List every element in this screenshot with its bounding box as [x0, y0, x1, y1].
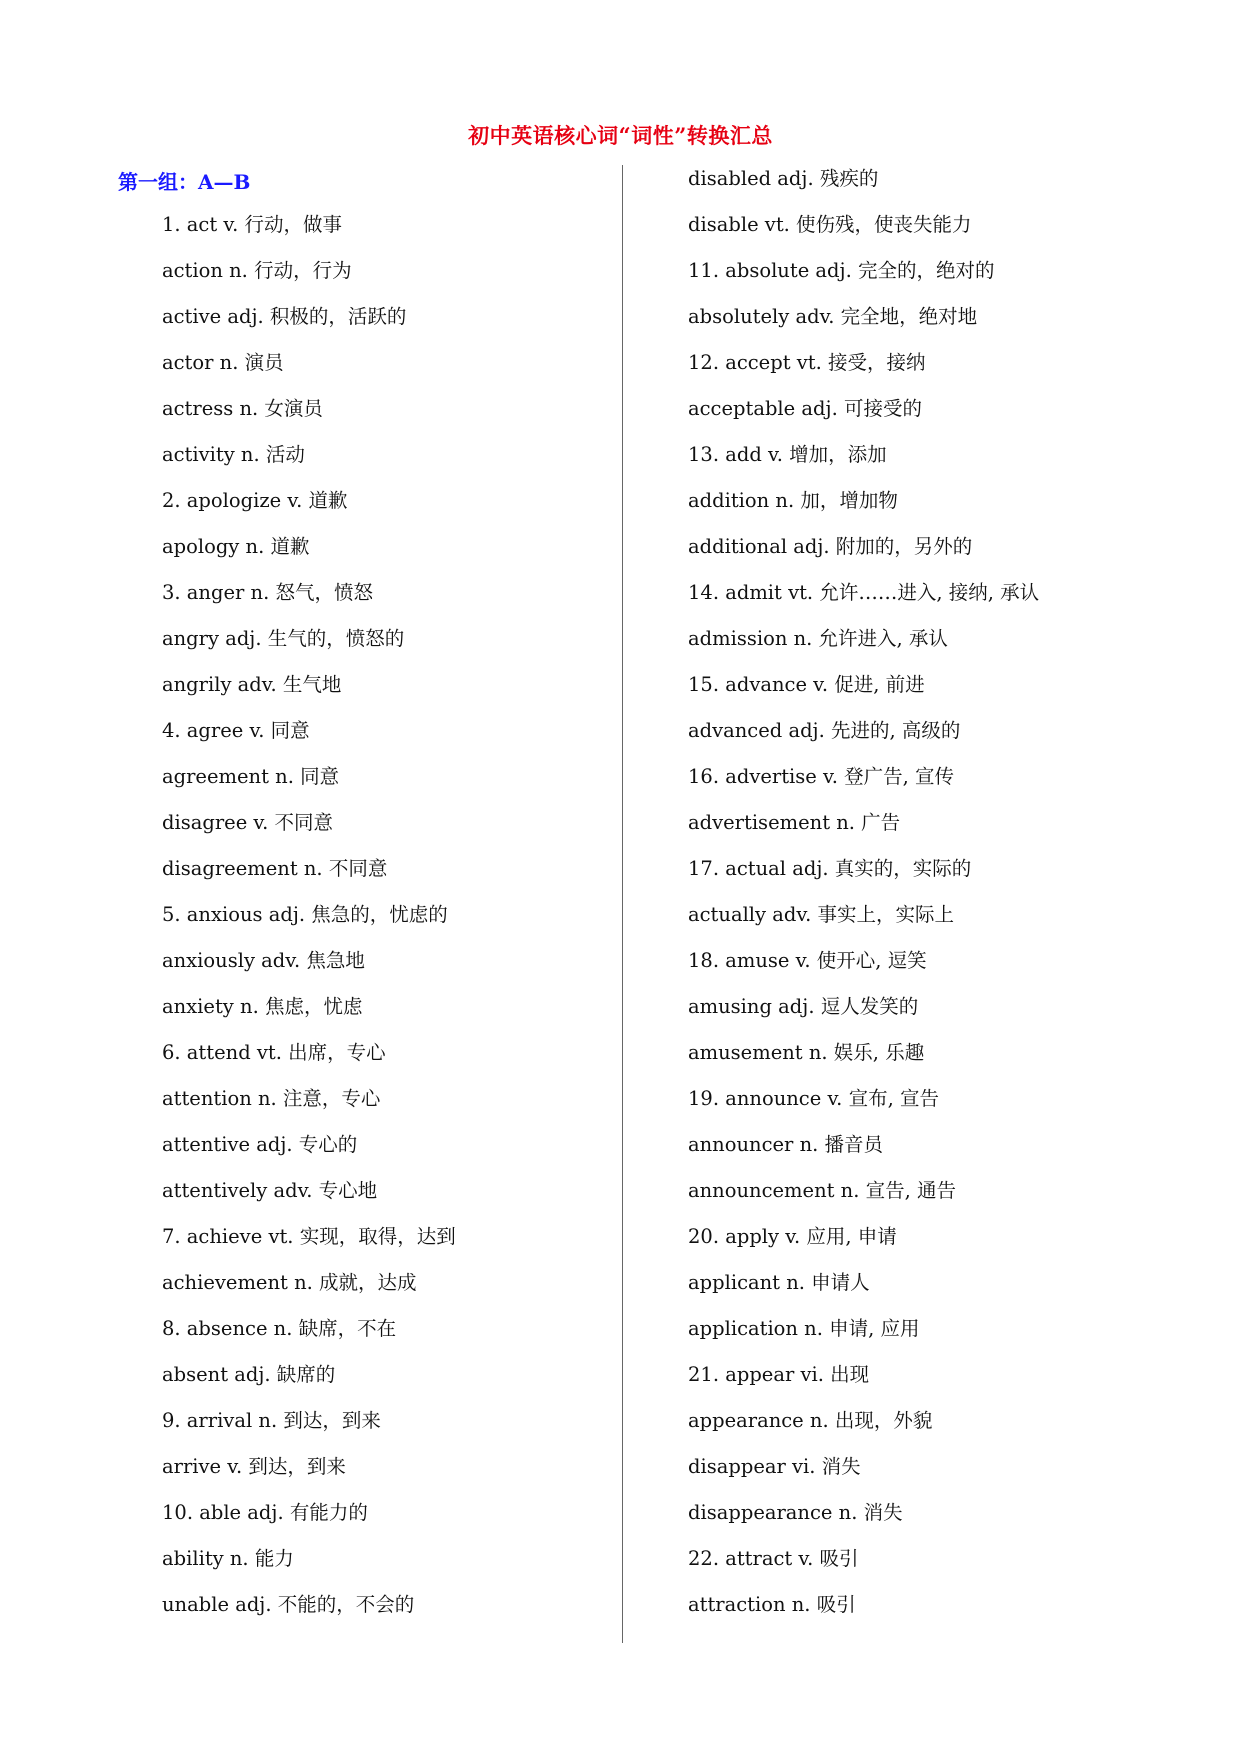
word-entry: acceptable adj. 可接受的	[688, 397, 922, 420]
word-entry: 16. advertise v. 登广告, 宣传	[688, 765, 955, 788]
word-entry: 17. actual adj. 真实的，实际的	[688, 857, 972, 880]
word-entry: 15. advance v. 促进, 前进	[688, 673, 925, 696]
word-entry: apology n. 道歉	[162, 535, 310, 558]
column-divider	[622, 165, 623, 1643]
word-entry: advertisement n. 广告	[688, 811, 901, 834]
word-entry: 21. appear vi. 出现	[688, 1363, 870, 1386]
word-entry: 13. add v. 增加，添加	[688, 443, 887, 466]
word-entry: ability n. 能力	[162, 1547, 294, 1570]
word-entry: disagreement n. 不同意	[162, 857, 388, 880]
word-entry: disabled adj. 残疾的	[688, 167, 879, 190]
word-entry: disappear vi. 消失	[688, 1455, 861, 1478]
word-entry: agreement n. 同意	[162, 765, 340, 788]
word-entry: 18. amuse v. 使开心, 逗笑	[688, 949, 927, 972]
word-entry: addition n. 加，增加物	[688, 489, 898, 512]
word-entry: 22. attract v. 吸引	[688, 1547, 859, 1570]
word-entry: 8. absence n. 缺席，不在	[162, 1317, 397, 1340]
right-word-column	[688, 164, 1039, 1636]
word-entry: admission n. 允许进入, 承认	[688, 627, 948, 650]
word-entry: amusement n. 娱乐, 乐趣	[688, 1041, 925, 1064]
word-entry: advanced adj. 先进的, 高级的	[688, 719, 961, 742]
word-entry: activity n. 活动	[162, 443, 305, 466]
word-entry: amusing adj. 逗人发笑的	[688, 995, 919, 1018]
word-entry: 7. achieve vt. 实现，取得，达到	[162, 1225, 456, 1248]
word-entry: absent adj. 缺席的	[162, 1363, 336, 1386]
page-title: 初中英语核心词“词性”转换汇总	[468, 123, 773, 148]
word-entry: actress n. 女演员	[162, 397, 323, 420]
word-entry: 20. apply v. 应用, 申请	[688, 1225, 897, 1248]
word-entry: 11. absolute adj. 完全的，绝对的	[688, 259, 995, 282]
word-entry: 3. anger n. 怒气，愤怒	[162, 581, 373, 604]
word-entry: applicant n. 申请人	[688, 1271, 870, 1294]
word-entry: announcement n. 宣告, 通告	[688, 1179, 957, 1202]
word-entry: attraction n. 吸引	[688, 1593, 856, 1616]
word-entry: attentive adj. 专心的	[162, 1133, 358, 1156]
word-entry: attention n. 注意，专心	[162, 1087, 381, 1110]
word-entry: disable vt. 使伤残，使丧失能力	[688, 213, 972, 236]
word-entry: application n. 申请, 应用	[688, 1317, 920, 1340]
word-entry: announcer n. 播音员	[688, 1133, 884, 1156]
word-entry: appearance n. 出现，外貌	[688, 1409, 933, 1432]
word-entry: disagree v. 不同意	[162, 811, 334, 834]
word-entry: anxiety n. 焦虑，忧虑	[162, 995, 363, 1018]
word-entry: 4. agree v. 同意	[162, 719, 310, 742]
word-entry: disappearance n. 消失	[688, 1501, 903, 1524]
word-entry: attentively adv. 专心地	[162, 1179, 378, 1202]
word-entry: anxiously adv. 焦急地	[162, 949, 365, 972]
group-heading: 第一组：A—B	[118, 170, 251, 194]
word-entry: 9. arrival n. 到达，到来	[162, 1409, 381, 1432]
word-entry: angry adj. 生气的，愤怒的	[162, 627, 405, 650]
word-entry: 19. announce v. 宣布, 宣告	[688, 1087, 939, 1110]
word-entry: 10. able adj. 有能力的	[162, 1501, 368, 1524]
word-entry: 1. act v. 行动，做事	[162, 213, 342, 236]
word-entry: arrive v. 到达，到来	[162, 1455, 346, 1478]
left-word-column	[162, 210, 456, 1636]
word-entry: 5. anxious adj. 焦急的，忧虑的	[162, 903, 448, 926]
word-entry: 14. admit vt. 允许……进入, 接纳, 承认	[688, 581, 1040, 604]
word-entry: 2. apologize v. 道歉	[162, 489, 348, 512]
word-entry: unable adj. 不能的，不会的	[162, 1593, 415, 1616]
word-entry: absolutely adv. 完全地，绝对地	[688, 305, 978, 328]
word-entry: additional adj. 附加的，另外的	[688, 535, 973, 558]
word-entry: achievement n. 成就，达成	[162, 1271, 417, 1294]
word-entry: angrily adv. 生气地	[162, 673, 342, 696]
word-entry: active adj. 积极的，活跃的	[162, 305, 407, 328]
word-entry: action n. 行动，行为	[162, 259, 352, 282]
word-entry: actor n. 演员	[162, 351, 284, 374]
word-entry: actually adv. 事实上，实际上	[688, 903, 954, 926]
word-entry: 6. attend vt. 出席，专心	[162, 1041, 386, 1064]
word-entry: 12. accept vt. 接受，接纳	[688, 351, 926, 374]
